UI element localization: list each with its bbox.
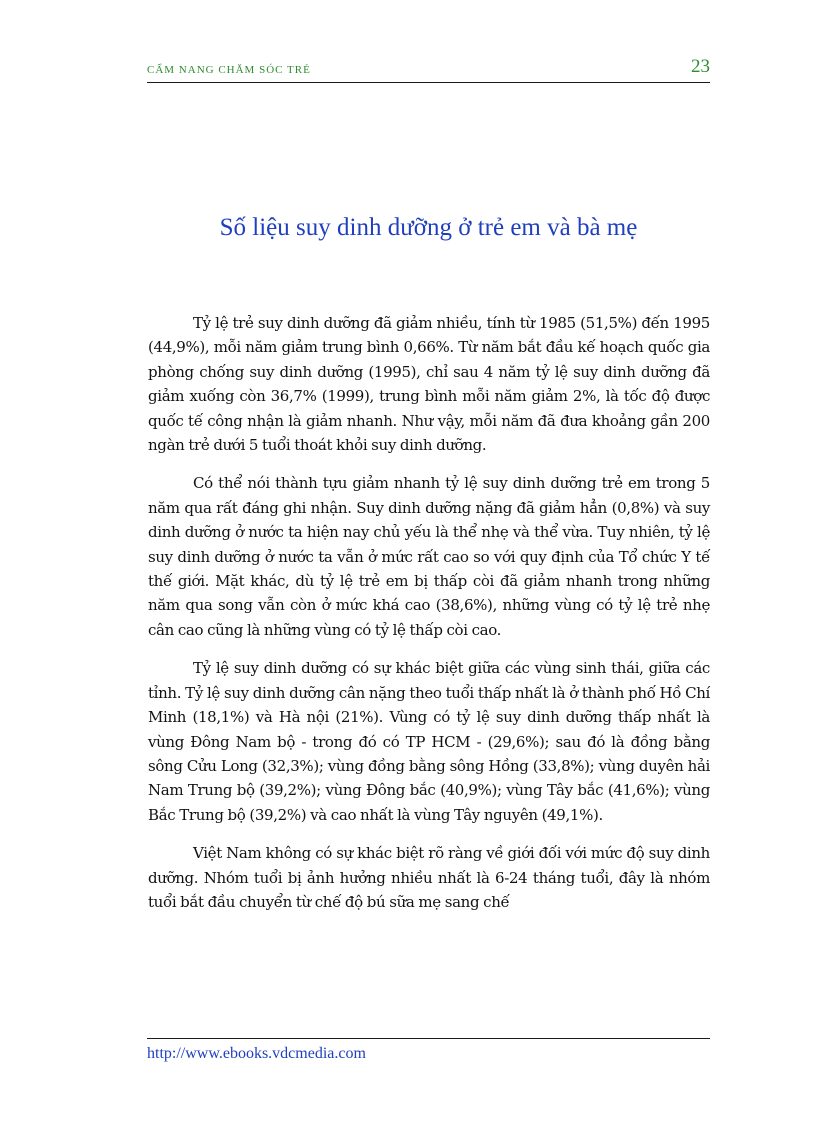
paragraph: Tỷ lệ trẻ suy dinh dưỡng đã giảm nhiều, tính từ 1985 (51,5%) đến 1995 (44,9%), mỗi năm giảm trung bình 0,66%. Từ năm bắt đầu kế hoạch quốc gia phòng chống suy dinh dưỡng (1995), chỉ sau 4 năm tỷ lệ suy dinh dưỡng đã giảm xuống còn 36,7% (1999), trung bình mỗi năm giảm 2%, là tốc độ được quốc tế công nhận là giảm nhanh. Như vậy, mỗi năm đã đưa khoảng gần 200 ngàn trẻ dưới 5 tuổi thoát khỏi suy dinh dưỡng. [148, 314, 710, 455]
page-number: 23 [691, 56, 710, 77]
paragraph: Có thể nói thành tựu giảm nhanh tỷ lệ suy dinh dưỡng trẻ em trong 5 năm qua rất đáng ghi nhận. Suy dinh dưỡng nặng đã giảm hẳn (0,8%) và suy dinh dưỡng ở nước ta hiện nay chủ yếu là thể nhẹ và thể vừa. Tuy nhiên, tỷ lệ suy dinh dưỡng ở nước ta vẫn ở mức rất cao so với quy định của Tổ chức Y tế thế giới. Mặt khác, dù tỷ lệ trẻ em bị thấp còi đã giảm nhanh trong những năm qua song vẫn còn ở mức khá cao (38,6%), những vùng có tỷ lệ trẻ nhẹ cân cao cũng là những vùng có tỷ lệ thấp còi cao. [148, 474, 710, 639]
page-header [147, 58, 710, 83]
website-link[interactable]: http://www.ebooks.vdcmedia.com [147, 1045, 366, 1062]
page-footer [147, 1038, 710, 1062]
section-title: Số liệu suy dinh dưỡng ở trẻ em và bà mẹ [219, 214, 638, 241]
paragraph: Việt Nam không có sự khác biệt rõ ràng về giới đối với mức độ suy dinh dưỡng. Nhóm tuổi bị ảnh hưởng nhiều nhất là 6-24 tháng tuổi, đây là nhóm tuổi bắt đầu chuyển từ chế độ bú sữa mẹ sang chế [148, 844, 710, 911]
paragraph: Tỷ lệ suy dinh dưỡng có sự khác biệt giữa các vùng sinh thái, giữa các tỉnh. Tỷ lệ suy dinh dưỡng cân nặng theo tuổi thấp nhất là ở thành phố Hồ Chí Minh (18,1%) và Hà nội (21%). Vùng có tỷ lệ suy dinh dưỡng thấp nhất là vùng Đông Nam bộ - trong đó có TP HCM - (29,6%); sau đó là đồng bằng sông Cửu Long (32,3%); vùng đồng bằng sông Hồng (33,8%); vùng duyên hải Nam Trung bộ (39,2%); vùng Đông bắc (40,9%); vùng Tây bắc (41,6%); vùng Bắc Trung bộ (39,2%) và cao nhất là vùng Tây nguyên (49,1%). [148, 659, 710, 824]
book-title: CẨM NANG CHĂM SÓC TRẺ [147, 64, 311, 76]
body-text [148, 311, 710, 928]
